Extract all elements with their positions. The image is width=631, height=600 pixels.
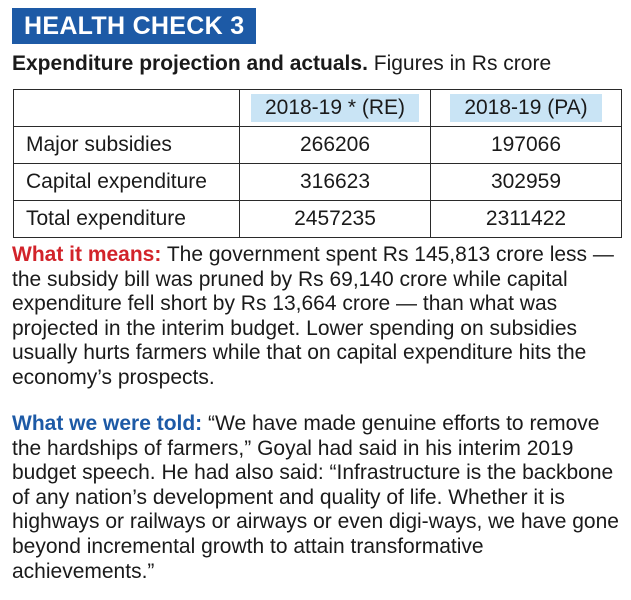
header-blank-cell	[14, 90, 240, 127]
header-re	[240, 90, 431, 127]
row-label: Major subsidies	[14, 127, 240, 164]
table-row	[14, 201, 622, 238]
row-label: Capital expenditure	[14, 164, 240, 201]
what-it-means-lead: What it means:	[12, 243, 162, 266]
header-re-label: 2018-19 * (RE)	[251, 94, 419, 122]
section-badge: HEALTH CHECK 3	[12, 8, 256, 44]
what-we-were-told-paragraph	[12, 412, 624, 584]
row-value-pa: 2311422	[431, 201, 622, 238]
table-heading	[12, 52, 551, 76]
row-value-pa: 197066	[431, 127, 622, 164]
table-row	[14, 127, 622, 164]
row-value-pa: 302959	[431, 164, 622, 201]
header-pa-label: 2018-19 (PA)	[450, 94, 601, 122]
header-pa	[431, 90, 622, 127]
table-header-row	[14, 90, 622, 127]
table-units: Figures in Rs crore	[367, 52, 552, 75]
row-value-re: 2457235	[240, 201, 431, 238]
what-it-means-paragraph	[12, 243, 624, 391]
row-value-re: 316623	[240, 164, 431, 201]
table-title: Expenditure projection and actuals.	[12, 52, 368, 75]
what-we-were-told-lead: What we were told:	[12, 412, 203, 435]
row-value-re: 266206	[240, 127, 431, 164]
expenditure-table	[13, 89, 622, 238]
what-we-were-told-text: “We have made genuine efforts to remove the hardships of farmers,” Goyal had said in his interim 2019 budget speech. He had also said: “Infrastructure is the backbone of any nation’s development and quality of life. Whether it is highways or railways or airways or even digi-ways, we have gone beyond incremental growth to attain transformative achievements.”	[12, 412, 619, 583]
table-row	[14, 164, 622, 201]
row-label: Total expenditure	[14, 201, 240, 238]
what-it-means-text: The government spent Rs 145,813 crore less — the subsidy bill was pruned by Rs 69,140 crore while capital expenditure fell short by Rs 13,664 crore — than what was projected in the interim budget. Lower spending on subsidies usually hurts farmers while that on capital expenditure hits the economy’s prospects.	[12, 243, 614, 389]
